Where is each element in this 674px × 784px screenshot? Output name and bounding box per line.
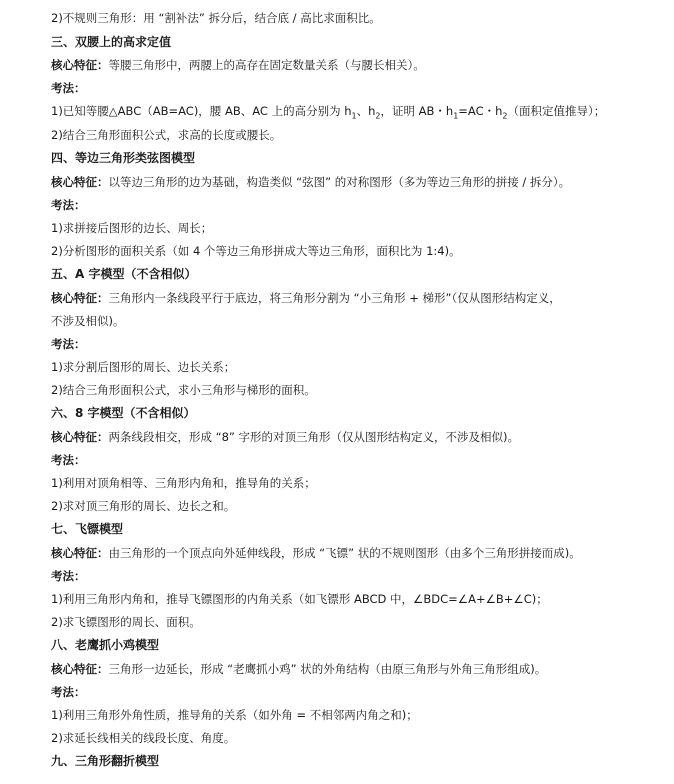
core-feature-label: 核心特征： — [51, 175, 109, 189]
core-feature-label: 核心特征： — [51, 430, 109, 444]
section-title: 七、飞镖模型 — [51, 522, 124, 536]
core-feature-text: 三角形一边延长，形成 “老鹰抓小鸡” 状的外角结构（由原三角形与外角三角形组成)。 — [108, 662, 547, 676]
exam-item: 1)利用三角形外角性质，推导角的关系（如外角 = 不相邻两内角之和)； — [51, 708, 418, 722]
exam-item: 2)求飞镖图形的周长、面积。 — [51, 615, 201, 629]
section-title: 三、双腰上的高求定值 — [51, 35, 172, 49]
exam-text: 1)已知等腰△ABC（AB=AC)，腰 AB、AC 上的高分别为 h — [51, 104, 352, 118]
subscript: 1 — [453, 111, 459, 121]
exam-label: 考法： — [51, 337, 86, 351]
core-feature-text: 两条线段相交，形成 “8” 字形的对顶三角形（仅从图形结构定义，不涉及相似)。 — [108, 430, 520, 444]
exam-item: 1)利用对顶角相等、三角形内角和，推导角的关系； — [51, 476, 316, 490]
core-feature-line — [51, 174, 666, 190]
exam-label: 考法： — [51, 453, 86, 467]
exam-label: 考法： — [51, 198, 86, 212]
core-feature-label: 核心特征： — [51, 662, 109, 676]
core-feature-text: 以等边三角形的边为基础，构造类似 “弦图” 的对称图形（多为等边三角形的拼接 / 拆分）。 — [108, 175, 571, 189]
section-title: 八、老鹰抓小鸡模型 — [51, 638, 160, 652]
exam-text: （面积定值推导）； — [507, 104, 606, 118]
exam-item: 2)结合三角形面积公式，求高的长度或腰长。 — [51, 128, 282, 142]
exam-item: 2)求延长线相关的线段长度、角度。 — [51, 731, 236, 745]
core-feature-text: 等腰三角形中，两腰上的高存在固定数量关系（与腰长相关）。 — [108, 58, 425, 72]
exam-item: 1)求拼接后图形的边长、周长； — [51, 221, 213, 235]
exam-item: 1)利用三角形内角和，推导飞镖图形的内角关系（如飞镖形 ABCD 中，∠BDC=∠A+∠B+∠C)； — [51, 592, 548, 606]
exam-item: 2)结合三角形面积公式，求小三角形与梯形的面积。 — [51, 383, 316, 397]
core-feature-text-cont: 不涉及相似)。 — [51, 314, 125, 328]
section-title: 五、A 字模型（不含相似） — [51, 267, 197, 281]
core-feature-text: 三角形内一条线段平行于底边，将三角形分割为 “小三角形 + 梯形”（仅从图形结构定义， — [108, 291, 561, 305]
core-feature-line — [51, 57, 666, 73]
section-title: 九、三角形翻折模型 — [51, 754, 160, 768]
exam-label: 考法： — [51, 569, 86, 583]
intro-line: 2)不规则三角形：用 “割补法” 拆分后，结合底 / 高比求面积比。 — [51, 11, 381, 25]
exam-item: 2)求对顶三角形的周长、边长之和。 — [51, 499, 236, 513]
exam-label: 考法： — [51, 685, 86, 699]
exam-item — [51, 103, 666, 119]
exam-text: 、h — [356, 104, 376, 118]
core-feature-text: 由三角形的一个顶点向外延伸线段，形成 “飞镖” 状的不规则图形（由多个三角形拼接而成)。 — [108, 546, 581, 560]
core-feature-line — [51, 429, 666, 445]
core-feature-label: 核心特征： — [51, 546, 109, 560]
subscript: 1 — [351, 111, 357, 121]
section-title: 六、8 字模型（不含相似） — [51, 406, 196, 420]
core-feature-line — [51, 290, 666, 306]
core-feature-line — [51, 545, 666, 561]
core-feature-line — [51, 661, 666, 677]
core-feature-label: 核心特征： — [51, 291, 109, 305]
subscript: 2 — [502, 111, 508, 121]
exam-text: ，证明 AB・h — [380, 104, 454, 118]
exam-label: 考法： — [51, 81, 86, 95]
exam-item: 1)求分割后图形的周长、边长关系； — [51, 360, 236, 374]
subscript: 2 — [375, 111, 381, 121]
exam-item: 2)分析图形的面积关系（如 4 个等边三角形拼成大等边三角形，面积比为 1:4)。 — [51, 244, 461, 258]
section-title: 四、等边三角形类弦图模型 — [51, 151, 196, 165]
core-feature-label: 核心特征： — [51, 58, 109, 72]
exam-text: =AC・h — [458, 104, 503, 118]
